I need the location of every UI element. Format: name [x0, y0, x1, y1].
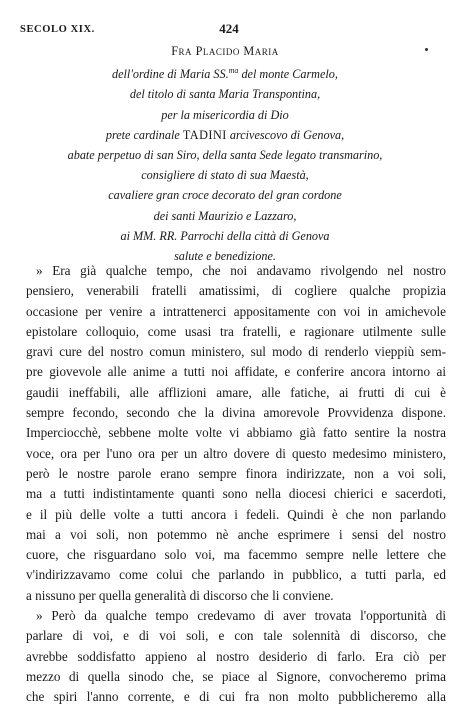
address-line: ai MM. RR. Parrochi della città di Genova: [120, 228, 330, 243]
ink-dot: [425, 48, 428, 51]
cardinal-name: TADINI: [182, 127, 227, 142]
body-line: mai a voi soli, non potemmo nè anche esprimere i sensi del nostro: [26, 526, 446, 542]
body-line: però le nostre parole erano sempre finora indirizzate, non a voi soli,: [26, 465, 446, 481]
address-line: dell'ordine di Maria SS.$^{ma}$ del monte Carmelo,: [112, 66, 338, 82]
body-line: e il più delle volte a tutti ancora i fedeli. Quindi è che non parlando: [26, 506, 446, 522]
body-line: avrebbe soddisfatto appieno al nostro desiderio di farlo. Era ciò per: [26, 648, 446, 664]
address-line: consigliere di stato di sua Maestà,: [141, 168, 309, 183]
body-line: pre giovevole alle anime a tutti noi affidate, e conferire ancora intorno ai: [26, 364, 446, 380]
letter-address: [35, 41, 415, 266]
body-line: » Però da qualche tempo credevamo di aver trovata l'opportunità di: [36, 608, 446, 624]
body-line: sempre fecondo, secondo che la divina amorevole Provvidenza dispone.: [26, 405, 446, 421]
body-line: gaudii ineffabili, alle afflizioni amare, alle fatiche, ai frutti di cui è: [26, 384, 446, 400]
body-line: parlare di voi, e di voi soli, e con tale solennità di discorso, che: [26, 628, 446, 644]
address-line: dei santi Maurizio e Lazzaro,: [153, 208, 297, 223]
body-line: che spiri l'anno corrente, e di cui fra non molto pubblicheremo alla: [26, 689, 446, 705]
address-line: per la misericordia di Dio: [161, 107, 289, 122]
superscript-abbrev: ma: [228, 66, 239, 76]
body-line: voce, ora per l'uno ora per un altro dovere di questo medesimo ministero,: [26, 445, 446, 461]
body-line: v'indirizzavamo come colui che parlando in pubblico, a tutti parla, ed: [26, 567, 446, 583]
body-line: occasione per venire a intrattenerci appositamente con voi in amichevole: [26, 303, 446, 319]
body-line: epistolare colloquio, come usasi tra fratelli, e ragionare utilmente sulle: [26, 323, 446, 339]
body-line: a nissuno per quella generalità di discorso che li conviene.: [26, 587, 334, 603]
letter-body: [26, 261, 446, 708]
body-line: pensiero, venerabili fratelli amatissimi, di cogliere qualche propizia: [26, 283, 446, 299]
running-title: SECOLO XIX.: [20, 24, 95, 35]
address-line: abate perpetuo di san Siro, della santa Sede legato transmarino,: [67, 148, 383, 163]
body-line: Imperciocchè, sebbene molte volte vi abbiamo già fatto sentire la nostra: [26, 425, 446, 441]
body-line: mezzo di quella sinodo che, se piace al Signore, convocheremo prima: [26, 668, 446, 684]
running-header: [20, 22, 438, 38]
address-line: del titolo di santa Maria Transpontina,: [129, 87, 321, 102]
body-line: gravi cure del nostro comun ministero, sul modo di renderlo vieppiù sem-: [26, 344, 446, 360]
page-number: 424: [219, 21, 239, 36]
address-line-author: Fra Placido Maria: [171, 44, 279, 58]
body-line: cuore, che risguardano solo voi, ma facemmo sempre nelle lettere che: [26, 547, 446, 563]
body-line: » Era già qualche tempo, che noi andavamo rivolgendo nel nostro: [36, 263, 446, 278]
address-line: prete cardinale TADINI arcivescovo di Genova,: [105, 127, 345, 142]
address-line: salute e benedizione.: [174, 249, 276, 264]
address-line: cavaliere gran croce decorato del gran cordone: [108, 188, 342, 203]
body-line: ma a tutti indistintamente quanti sono nella diocesi chierici e sacerdoti,: [26, 486, 446, 502]
